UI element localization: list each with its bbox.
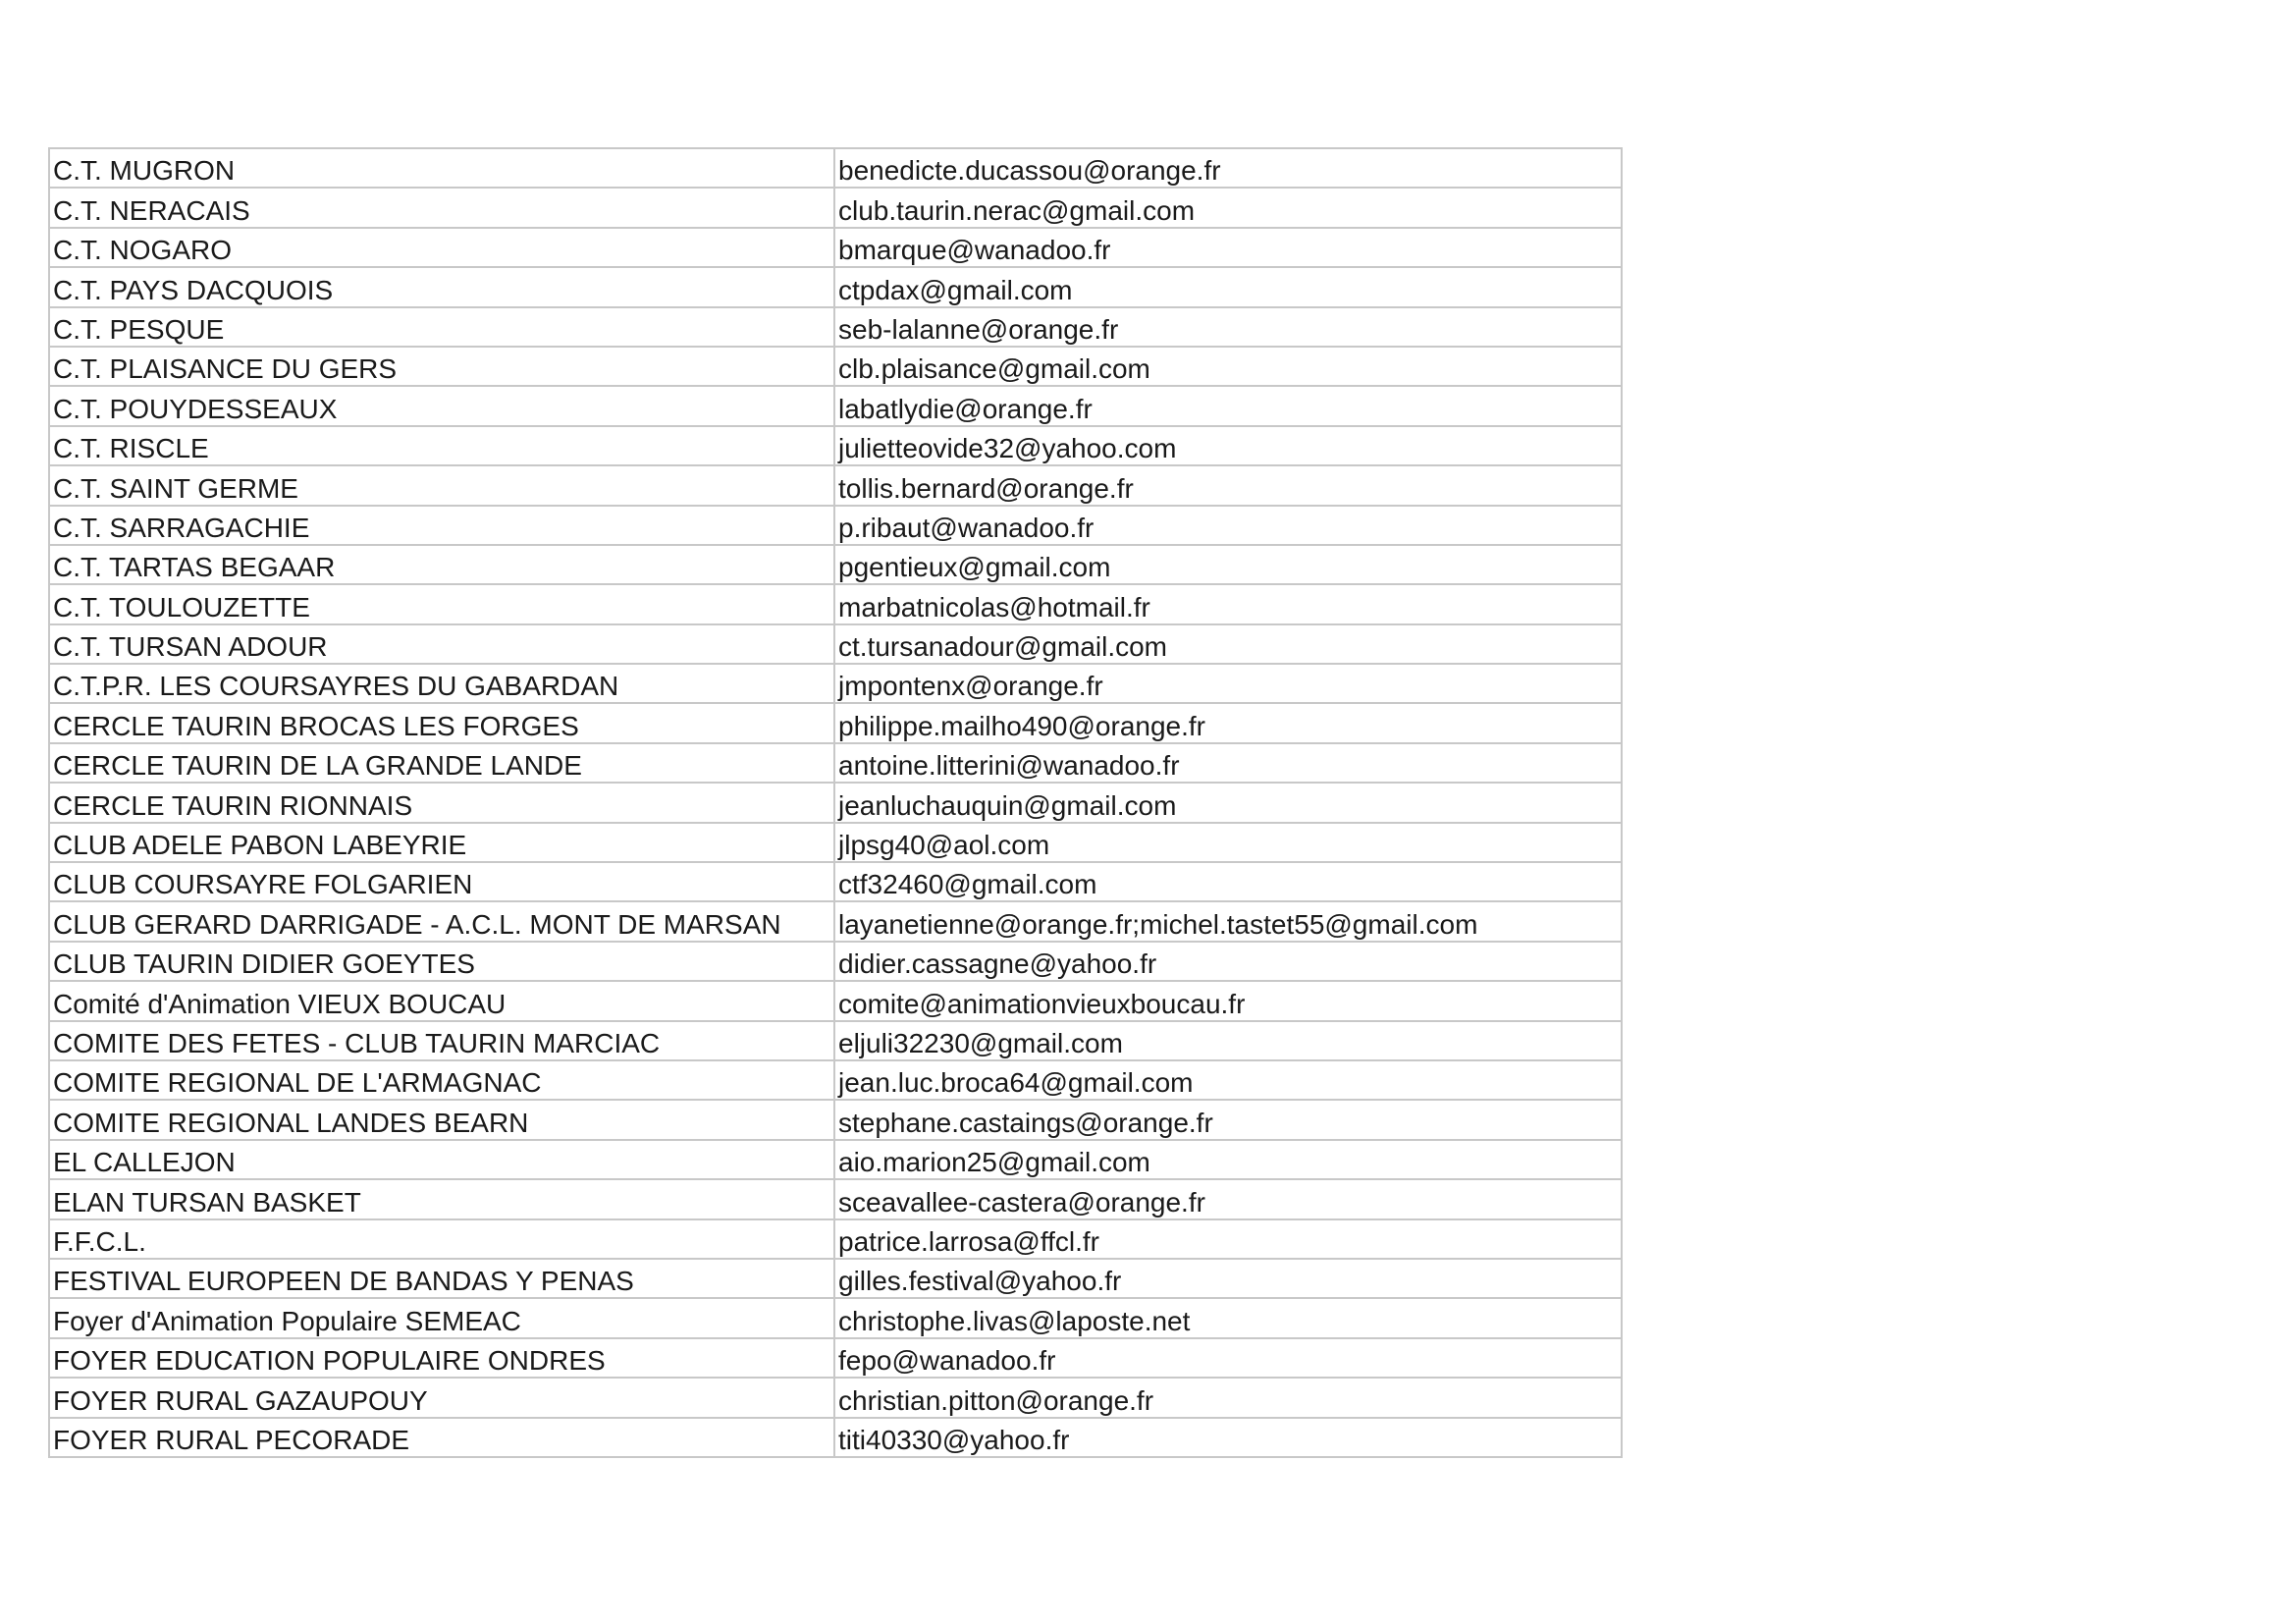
- table-row: [49, 823, 1622, 862]
- club-name-cell: C.T. TARTAS BEGAAR: [49, 545, 834, 584]
- email-cell: tollis.bernard@orange.fr: [834, 465, 1622, 505]
- club-name-cell: CLUB COURSAYRE FOLGARIEN: [49, 862, 834, 901]
- club-name-cell: EL CALLEJON: [49, 1140, 834, 1179]
- email-cell: sceavallee-castera@orange.fr: [834, 1179, 1622, 1218]
- email-cell: marbatnicolas@hotmail.fr: [834, 584, 1622, 623]
- club-name-cell: C.T. PAYS DACQUOIS: [49, 267, 834, 306]
- club-name-cell: C.T. TOULOUZETTE: [49, 584, 834, 623]
- club-name-cell: CERCLE TAURIN RIONNAIS: [49, 783, 834, 822]
- table-row: [49, 664, 1622, 703]
- email-cell: christophe.livas@laposte.net: [834, 1298, 1622, 1337]
- email-cell: labatlydie@orange.fr: [834, 386, 1622, 425]
- email-cell: gilles.festival@yahoo.fr: [834, 1259, 1622, 1298]
- email-cell: julietteovide32@yahoo.com: [834, 426, 1622, 465]
- table-row: [49, 1140, 1622, 1179]
- club-name-cell: CERCLE TAURIN BROCAS LES FORGES: [49, 703, 834, 742]
- club-name-cell: C.T. POUYDESSEAUX: [49, 386, 834, 425]
- table-row: [49, 1219, 1622, 1259]
- table-row: [49, 1060, 1622, 1100]
- table-row: [49, 1298, 1622, 1337]
- table-row: [49, 981, 1622, 1020]
- club-name-cell: Comité d'Animation VIEUX BOUCAU: [49, 981, 834, 1020]
- club-name-cell: FESTIVAL EUROPEEN DE BANDAS Y PENAS: [49, 1259, 834, 1298]
- table-row: [49, 545, 1622, 584]
- club-name-cell: CLUB TAURIN DIDIER GOEYTES: [49, 942, 834, 981]
- email-cell: jlpsg40@aol.com: [834, 823, 1622, 862]
- email-cell: antoine.litterini@wanadoo.fr: [834, 743, 1622, 783]
- table-row: [49, 1338, 1622, 1378]
- email-cell: fepo@wanadoo.fr: [834, 1338, 1622, 1378]
- club-name-cell: COMITE REGIONAL DE L'ARMAGNAC: [49, 1060, 834, 1100]
- table-row: [49, 743, 1622, 783]
- table-row: [49, 1179, 1622, 1218]
- table-row: [49, 783, 1622, 822]
- table-row: [49, 1418, 1622, 1457]
- table-row: [49, 307, 1622, 347]
- email-cell: p.ribaut@wanadoo.fr: [834, 506, 1622, 545]
- email-cell: didier.cassagne@yahoo.fr: [834, 942, 1622, 981]
- club-name-cell: FOYER EDUCATION POPULAIRE ONDRES: [49, 1338, 834, 1378]
- table-row: [49, 506, 1622, 545]
- club-name-cell: Foyer d'Animation Populaire SEMEAC: [49, 1298, 834, 1337]
- club-name-cell: C.T. SARRAGACHIE: [49, 506, 834, 545]
- club-name-cell: C.T.P.R. LES COURSAYRES DU GABARDAN: [49, 664, 834, 703]
- email-cell: christian.pitton@orange.fr: [834, 1378, 1622, 1417]
- table-row: [49, 228, 1622, 267]
- club-name-cell: C.T. NERACAIS: [49, 188, 834, 227]
- table-row: [49, 942, 1622, 981]
- contacts-table-body: [49, 148, 1622, 1457]
- table-row: [49, 703, 1622, 742]
- email-cell: philippe.mailho490@orange.fr: [834, 703, 1622, 742]
- email-cell: jmpontenx@orange.fr: [834, 664, 1622, 703]
- table-row: [49, 1100, 1622, 1139]
- contacts-table: [48, 147, 1623, 1458]
- email-cell: club.taurin.nerac@gmail.com: [834, 188, 1622, 227]
- table-row: [49, 465, 1622, 505]
- club-name-cell: CLUB GERARD DARRIGADE - A.C.L. MONT DE MARSAN: [49, 901, 834, 941]
- email-cell: titi40330@yahoo.fr: [834, 1418, 1622, 1457]
- club-name-cell: CERCLE TAURIN DE LA GRANDE LANDE: [49, 743, 834, 783]
- club-name-cell: C.T. MUGRON: [49, 148, 834, 188]
- club-name-cell: C.T. NOGARO: [49, 228, 834, 267]
- email-cell: aio.marion25@gmail.com: [834, 1140, 1622, 1179]
- club-name-cell: C.T. SAINT GERME: [49, 465, 834, 505]
- table-row: [49, 426, 1622, 465]
- table-row: [49, 862, 1622, 901]
- email-cell: ctpdax@gmail.com: [834, 267, 1622, 306]
- club-name-cell: CLUB ADELE PABON LABEYRIE: [49, 823, 834, 862]
- email-cell: ctf32460@gmail.com: [834, 862, 1622, 901]
- table-row: [49, 624, 1622, 664]
- club-name-cell: COMITE DES FETES - CLUB TAURIN MARCIAC: [49, 1021, 834, 1060]
- email-cell: benedicte.ducassou@orange.fr: [834, 148, 1622, 188]
- club-name-cell: FOYER RURAL GAZAUPOUY: [49, 1378, 834, 1417]
- table-row: [49, 188, 1622, 227]
- email-cell: jeanluchauquin@gmail.com: [834, 783, 1622, 822]
- club-name-cell: FOYER RURAL PECORADE: [49, 1418, 834, 1457]
- email-cell: bmarque@wanadoo.fr: [834, 228, 1622, 267]
- email-cell: jean.luc.broca64@gmail.com: [834, 1060, 1622, 1100]
- table-row: [49, 1378, 1622, 1417]
- table-row: [49, 386, 1622, 425]
- club-name-cell: ELAN TURSAN BASKET: [49, 1179, 834, 1218]
- email-cell: comite@animationvieuxboucau.fr: [834, 981, 1622, 1020]
- table-row: [49, 347, 1622, 386]
- table-row: [49, 584, 1622, 623]
- table-row: [49, 267, 1622, 306]
- club-name-cell: C.T. RISCLE: [49, 426, 834, 465]
- table-row: [49, 1021, 1622, 1060]
- email-cell: clb.plaisance@gmail.com: [834, 347, 1622, 386]
- email-cell: stephane.castaings@orange.fr: [834, 1100, 1622, 1139]
- table-row: [49, 1259, 1622, 1298]
- email-cell: layanetienne@orange.fr;michel.tastet55@gmail.com: [834, 901, 1622, 941]
- table-row: [49, 148, 1622, 188]
- club-name-cell: C.T. PLAISANCE DU GERS: [49, 347, 834, 386]
- email-cell: eljuli32230@gmail.com: [834, 1021, 1622, 1060]
- email-cell: ct.tursanadour@gmail.com: [834, 624, 1622, 664]
- email-cell: pgentieux@gmail.com: [834, 545, 1622, 584]
- email-cell: seb-lalanne@orange.fr: [834, 307, 1622, 347]
- table-row: [49, 901, 1622, 941]
- email-cell: patrice.larrosa@ffcl.fr: [834, 1219, 1622, 1259]
- club-name-cell: COMITE REGIONAL LANDES BEARN: [49, 1100, 834, 1139]
- club-name-cell: C.T. TURSAN ADOUR: [49, 624, 834, 664]
- club-name-cell: F.F.C.L.: [49, 1219, 834, 1259]
- club-name-cell: C.T. PESQUE: [49, 307, 834, 347]
